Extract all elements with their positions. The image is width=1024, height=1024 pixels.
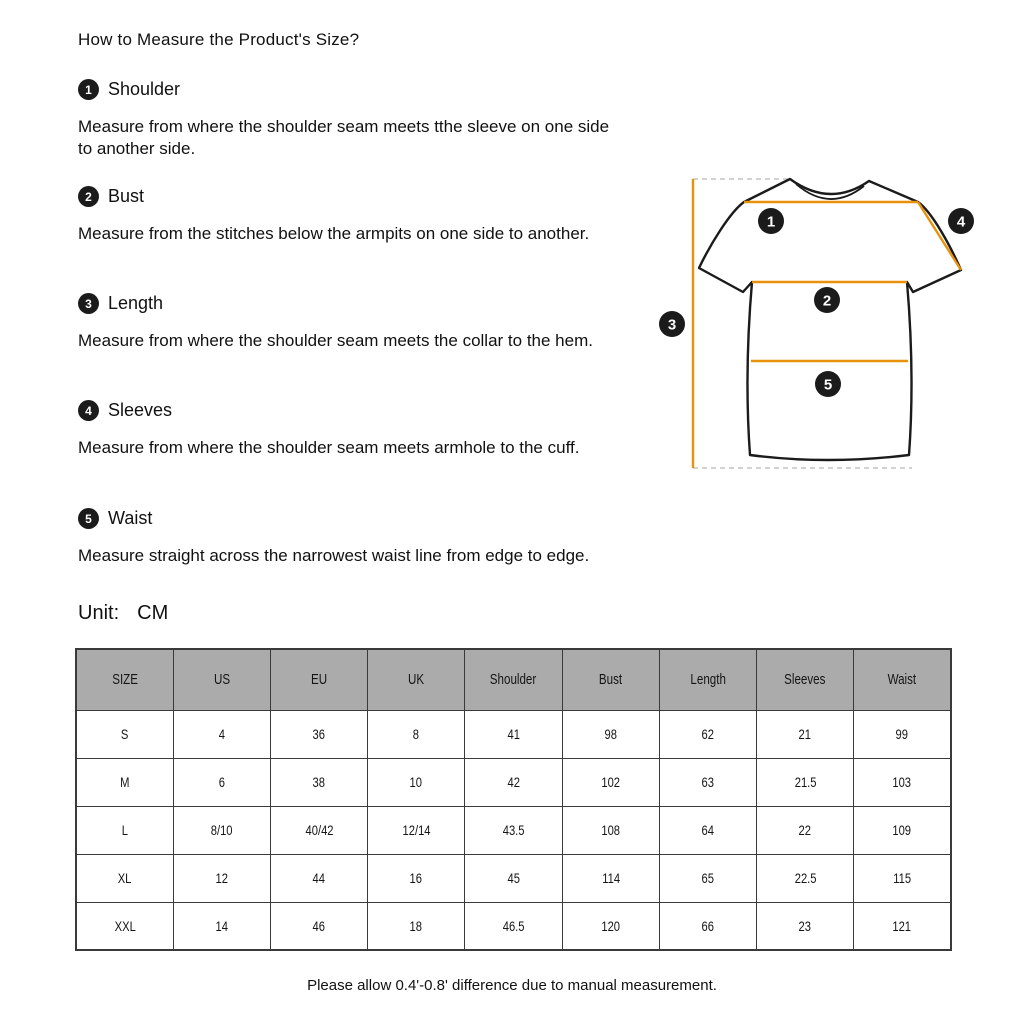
table-cell: 12 xyxy=(173,854,270,902)
table-cell: 62 xyxy=(659,710,756,758)
table-cell: 10 xyxy=(368,758,465,806)
table-cell: 22 xyxy=(757,806,854,854)
table-header-cell: Waist xyxy=(854,649,951,710)
tshirt-outline xyxy=(699,179,961,460)
table-cell: 6 xyxy=(173,758,270,806)
table-cell: 23 xyxy=(757,902,854,950)
step-label: Waist xyxy=(108,508,153,528)
step-description-length: Measure from where the shoulder seam meets the collar to the hem. xyxy=(78,331,593,350)
table-header-cell: Shoulder xyxy=(465,649,562,710)
table-header-cell: UK xyxy=(368,649,465,710)
table-cell: 41 xyxy=(465,710,562,758)
table-cell: 114 xyxy=(562,854,659,902)
table-cell: M xyxy=(76,758,173,806)
marker-4-number: 4 xyxy=(956,213,966,231)
table-cell: 64 xyxy=(659,806,756,854)
table-cell: S xyxy=(76,710,173,758)
table-header-row xyxy=(76,649,951,710)
table-header-cell: Bust xyxy=(562,649,659,710)
step-1-badge-icon: 1 xyxy=(78,79,99,100)
table-cell: 109 xyxy=(854,806,951,854)
size-table xyxy=(75,648,952,951)
step-heading-length xyxy=(78,293,163,314)
step-heading-sleeves xyxy=(78,400,172,421)
table-cell: 63 xyxy=(659,758,756,806)
table-cell: 98 xyxy=(562,710,659,758)
table-cell: 8/10 xyxy=(173,806,270,854)
table-cell: 18 xyxy=(368,902,465,950)
table-cell: 65 xyxy=(659,854,756,902)
diagram-marker-1 xyxy=(758,208,784,234)
table-header-cell: EU xyxy=(270,649,367,710)
table-cell: 103 xyxy=(854,758,951,806)
table-cell: 45 xyxy=(465,854,562,902)
table-header-cell: Length xyxy=(659,649,756,710)
table-cell: 21 xyxy=(757,710,854,758)
table-cell: 120 xyxy=(562,902,659,950)
table-cell: 102 xyxy=(562,758,659,806)
table-header-cell: Sleeves xyxy=(757,649,854,710)
table-cell: 8 xyxy=(368,710,465,758)
step-3-badge-icon: 3 xyxy=(78,293,99,314)
step-description-shoulder: Measure from where the shoulder seam meets tthe sleeve on one side to another side. xyxy=(78,117,610,158)
step-4-badge-icon: 4 xyxy=(78,400,99,421)
table-cell: 22.5 xyxy=(757,854,854,902)
size-diagram xyxy=(640,150,1000,490)
table-cell: 16 xyxy=(368,854,465,902)
step-heading-shoulder xyxy=(78,79,180,100)
step-description-sleeves: Measure from where the shoulder seam meets armhole to the cuff. xyxy=(78,438,580,457)
measurement-disclaimer: Please allow 0.4'-0.8' difference due to manual measurement. xyxy=(307,977,717,994)
table-header-cell: US xyxy=(173,649,270,710)
table-cell: XL xyxy=(76,854,173,902)
table-row xyxy=(76,902,951,950)
table-cell: 44 xyxy=(270,854,367,902)
diagram-marker-3 xyxy=(659,311,685,337)
step-label: Shoulder xyxy=(108,79,181,99)
table-row xyxy=(76,758,951,806)
table-cell: 4 xyxy=(173,710,270,758)
table-cell: 66 xyxy=(659,902,756,950)
table-header-cell: SIZE xyxy=(76,649,173,710)
diagram-marker-5 xyxy=(815,371,841,397)
table-row xyxy=(76,806,951,854)
table-cell: 14 xyxy=(173,902,270,950)
table-cell: 108 xyxy=(562,806,659,854)
unit-value: CM xyxy=(137,602,169,624)
unit-label xyxy=(78,602,168,625)
table-cell: L xyxy=(76,806,173,854)
table-cell: 46.5 xyxy=(465,902,562,950)
table-cell: 40/42 xyxy=(270,806,367,854)
table-cell: 99 xyxy=(854,710,951,758)
table-cell: XXL xyxy=(76,902,173,950)
step-2-badge-icon: 2 xyxy=(78,186,99,207)
step-description-waist: Measure straight across the narrowest waist line from edge to edge. xyxy=(78,546,590,565)
table-cell: 36 xyxy=(270,710,367,758)
marker-5-number: 5 xyxy=(823,376,833,394)
step-label: Bust xyxy=(108,186,145,206)
diagram-marker-4 xyxy=(948,208,974,234)
marker-3-number: 3 xyxy=(667,316,677,334)
marker-1-number: 1 xyxy=(766,213,776,231)
table-row xyxy=(76,854,951,902)
table-cell: 42 xyxy=(465,758,562,806)
table-cell: 38 xyxy=(270,758,367,806)
table-cell: 121 xyxy=(854,902,951,950)
step-heading-waist xyxy=(78,508,152,529)
unit-caption: Unit: xyxy=(78,602,120,624)
step-label: Sleeves xyxy=(108,400,173,420)
step-5-badge-icon: 5 xyxy=(78,508,99,529)
table-cell: 21.5 xyxy=(757,758,854,806)
diagram-marker-2 xyxy=(814,287,840,313)
step-description-bust: Measure from the stitches below the armpits on one side to another. xyxy=(78,224,590,243)
step-heading-bust xyxy=(78,186,144,207)
page-title: How to Measure the Product's Size? xyxy=(78,30,360,49)
step-label: Length xyxy=(108,293,164,313)
table-cell: 115 xyxy=(854,854,951,902)
table-cell: 46 xyxy=(270,902,367,950)
table-row xyxy=(76,710,951,758)
table-cell: 12/14 xyxy=(368,806,465,854)
marker-2-number: 2 xyxy=(822,292,832,310)
table-cell: 43.5 xyxy=(465,806,562,854)
